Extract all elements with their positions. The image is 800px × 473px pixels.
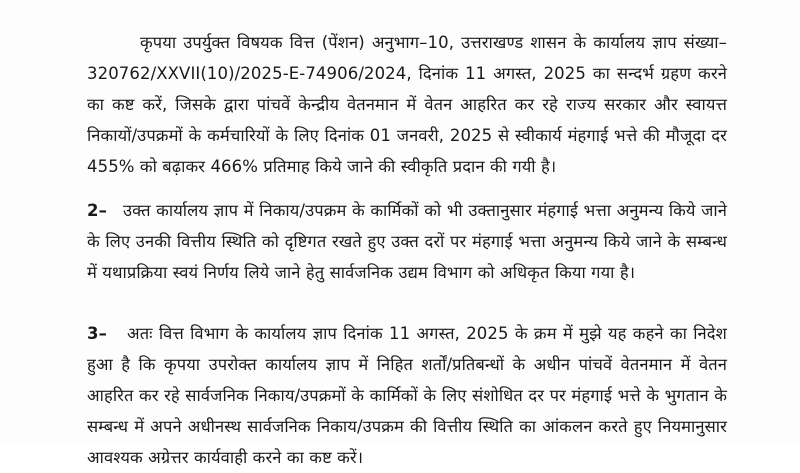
- paragraph-3-text: अतः वित्त विभाग के कार्यालय ज्ञाप दिनांक 11 अगस्त, 2025 के क्रम में मुझे यह कहने का निदेश हुआ है कि कृपया उपरोक्त कार्यालय ज्ञाप में निहित शर्तों/प्रतिबन्धों के अधीन पांचवें वेतनमान में वेतन आहरित कर रहे सार्वजनिक निकाय/उपक्रमों के कार्मिकों के लिए संशोधित दर पर मंहगाई भत्ते के भुगतान के सम्बन्ध में अपने अधीनस्थ सार्वजनिक निकाय/उपक्रम की वित्तीय स्थिति का आंकलन करते हुए नियमानुसार आवश्यक अग्रेत्तर कार्यवाही करने का कष्ट करें।: [87, 323, 727, 467]
- paragraph-3: [87, 318, 727, 473]
- paragraph-2-number: 2–: [87, 200, 107, 220]
- paragraph-2-text: उक्त कार्यालय ज्ञाप में निकाय/उपक्रम के कार्मिकों को भी उक्तानुसार मंहगाई भत्ता अनुमन्य किये जाने के लिए उनकी वित्तीय स्थिति को दृष्टिगत रखते हुए उक्त दरों पर मंहगाई भत्ता अनुमन्य किये जाने के सम्बन्ध में यथाप्रक्रिया स्वयं निर्णय लिये जाने हेतु सार्वजनिक उद्यम विभाग को अधिकृत किया गया है।: [87, 200, 727, 282]
- paragraph-3-number: 3–: [87, 323, 107, 343]
- paragraph-1: [87, 27, 727, 182]
- paragraph-1-text: कृपया उपर्युक्त विषयक वित्त (पेंशन) अनुभाग–10, उत्तराखण्ड शासन के कार्यालय ज्ञाप संख्या–320762/XXVII(10)/2025-E-74906/2024, दिनांक 11 अगस्त, 2025 का सन्दर्भ ग्रहण करने का कष्ट करें, जिसके द्वारा पांचवें केन्द्रीय वेतनमान में वेतन आहरित कर रहे राज्य सरकार और स्वायत्त निकायों/उपक्रमों के कर्मचारियों के लिए दिनांक 01 जनवरी, 2025 से स्वीकार्य मंहगाई भत्ते की मौजूदा दर 455% को बढ़ाकर 466% प्रतिमाह किये जाने की स्वीकृति प्रदान की गयी है।: [87, 32, 727, 176]
- paragraph-2: [87, 195, 727, 288]
